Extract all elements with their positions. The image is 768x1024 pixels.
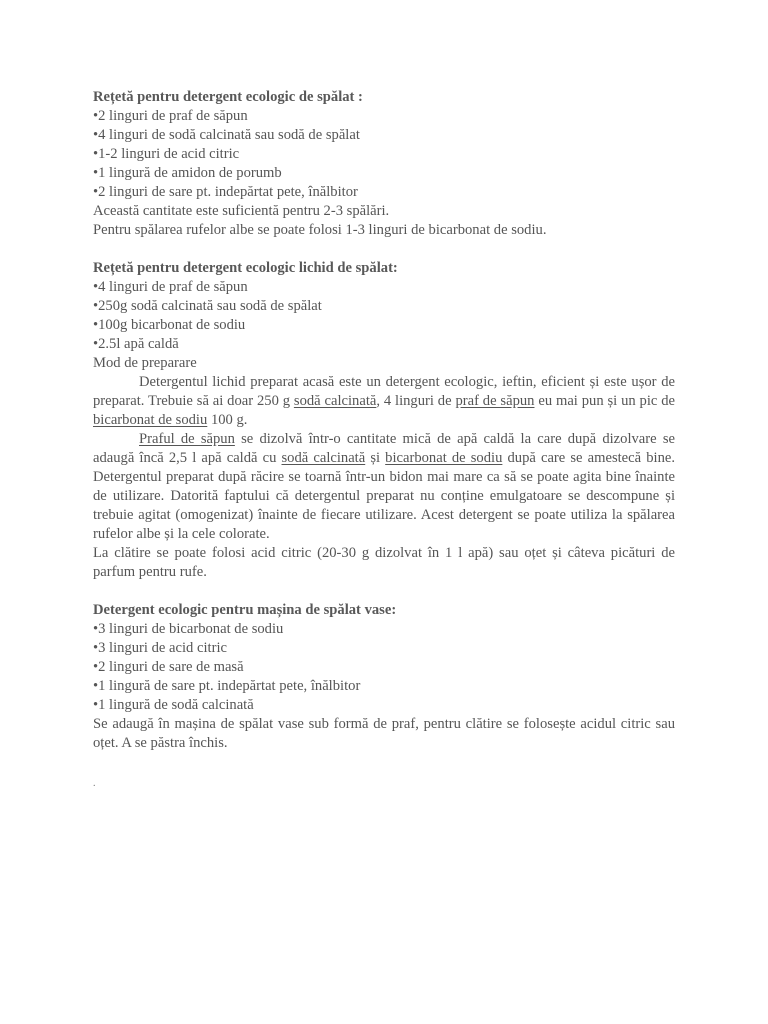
section-title: Detergent ecologic pentru mașina de spălat vase:	[93, 602, 397, 618]
paragraph-text: după care se amestecă bine. Detergentul preparat după răcire se toarnă într-un bidon mai mare ca să se poate agita bine înainte de utilizare. Datorită faptului că detergentul preparat nu conține emulgatoare se descompune și trebuie agitat (omogenizat) înainte de fiecare utilizare. Acest detergent se poate utiliza la spălarea rufelor albe și la cele colorate.	[93, 450, 675, 542]
method-title: Mod de preparare	[93, 355, 197, 371]
recipe-liquid-section	[93, 259, 675, 582]
note-text: Pentru spălarea rufelor albe se poate folosi 1-3 linguri de bicarbonat de sodiu.	[93, 222, 547, 238]
list-item: •1-2 linguri de acid citric	[93, 146, 240, 162]
list-item: •1 lingură de amidon de porumb	[93, 165, 282, 181]
link-bicarbonat-de-sodiu[interactable]: bicarbonat de sodiu	[93, 412, 208, 428]
list-item: •2.5l apă caldă	[93, 336, 179, 352]
list-item: •1 lingură de sare pt. indepărtat pete, înălbitor	[93, 678, 361, 694]
link-praf-de-sapun[interactable]: praf de săpun	[455, 393, 535, 409]
list-item: •3 linguri de acid citric	[93, 640, 227, 656]
link-soda-calcinata[interactable]: sodă calcinată	[281, 450, 366, 466]
list-item: •1 lingură de sodă calcinată	[93, 697, 254, 713]
list-item: •2 linguri de praf de săpun	[93, 108, 248, 124]
recipe-powder-section	[93, 88, 675, 240]
list-item: •2 linguri de sare pt. indepărtat pete, înălbitor	[93, 184, 358, 200]
link-bicarbonat-de-sodiu[interactable]: bicarbonat de sodiu	[385, 450, 503, 466]
section-title: Rețetă pentru detergent ecologic lichid de spălat:	[93, 260, 398, 276]
document-page	[93, 88, 675, 753]
list-item: •250g sodă calcinată sau sodă de spălat	[93, 298, 322, 314]
stray-mark: .	[93, 778, 96, 789]
note-text: Această cantitate este suficientă pentru 2-3 spălări.	[93, 203, 390, 219]
section-title: Rețetă pentru detergent ecologic de spălat :	[93, 89, 363, 105]
spacer	[93, 240, 675, 259]
list-item: •2 linguri de sare de masă	[93, 659, 244, 675]
paragraph-text: eu mai pun și un pic de	[534, 393, 675, 409]
list-item: •4 linguri de praf de săpun	[93, 279, 248, 295]
recipe-dishwasher-section	[93, 601, 675, 753]
paragraph-text: și	[365, 450, 386, 466]
paragraph-text: se dizolvă într-o cantitate mică de apă caldă la care după dizolvare se adaugă încă 2,5 l apă caldă cu	[93, 431, 675, 466]
list-item: •4 linguri de sodă calcinată sau sodă de spălat	[93, 127, 360, 143]
method-paragraph-2	[93, 430, 675, 544]
list-item: •100g bicarbonat de sodiu	[93, 317, 246, 333]
paragraph-text: Detergentul lichid preparat acasă este un detergent ecologic, ieftin, eficient și este ușor de preparat. Trebuie să ai doar 250 g	[93, 374, 675, 409]
link-praful-de-sapun[interactable]: Praful de săpun	[139, 431, 235, 447]
closing-paragraph: Se adaugă în mașina de spălat vase sub formă de praf, pentru clătire se folosește acidul citric sau oțet. A se păstra închis.	[93, 716, 675, 751]
rinse-paragraph: La clătire se poate folosi acid citric (20-30 g dizolvat în 1 l apă) sau oțet și câteva picături de parfum pentru rufe.	[93, 545, 675, 580]
paragraph-text: , 4 linguri de	[376, 393, 456, 409]
method-paragraph-1	[93, 373, 675, 430]
paragraph-text: 100 g.	[207, 412, 248, 428]
spacer	[93, 582, 675, 601]
link-soda-calcinata[interactable]: sodă calcinată	[293, 393, 377, 409]
list-item: •3 linguri de bicarbonat de sodiu	[93, 621, 284, 637]
